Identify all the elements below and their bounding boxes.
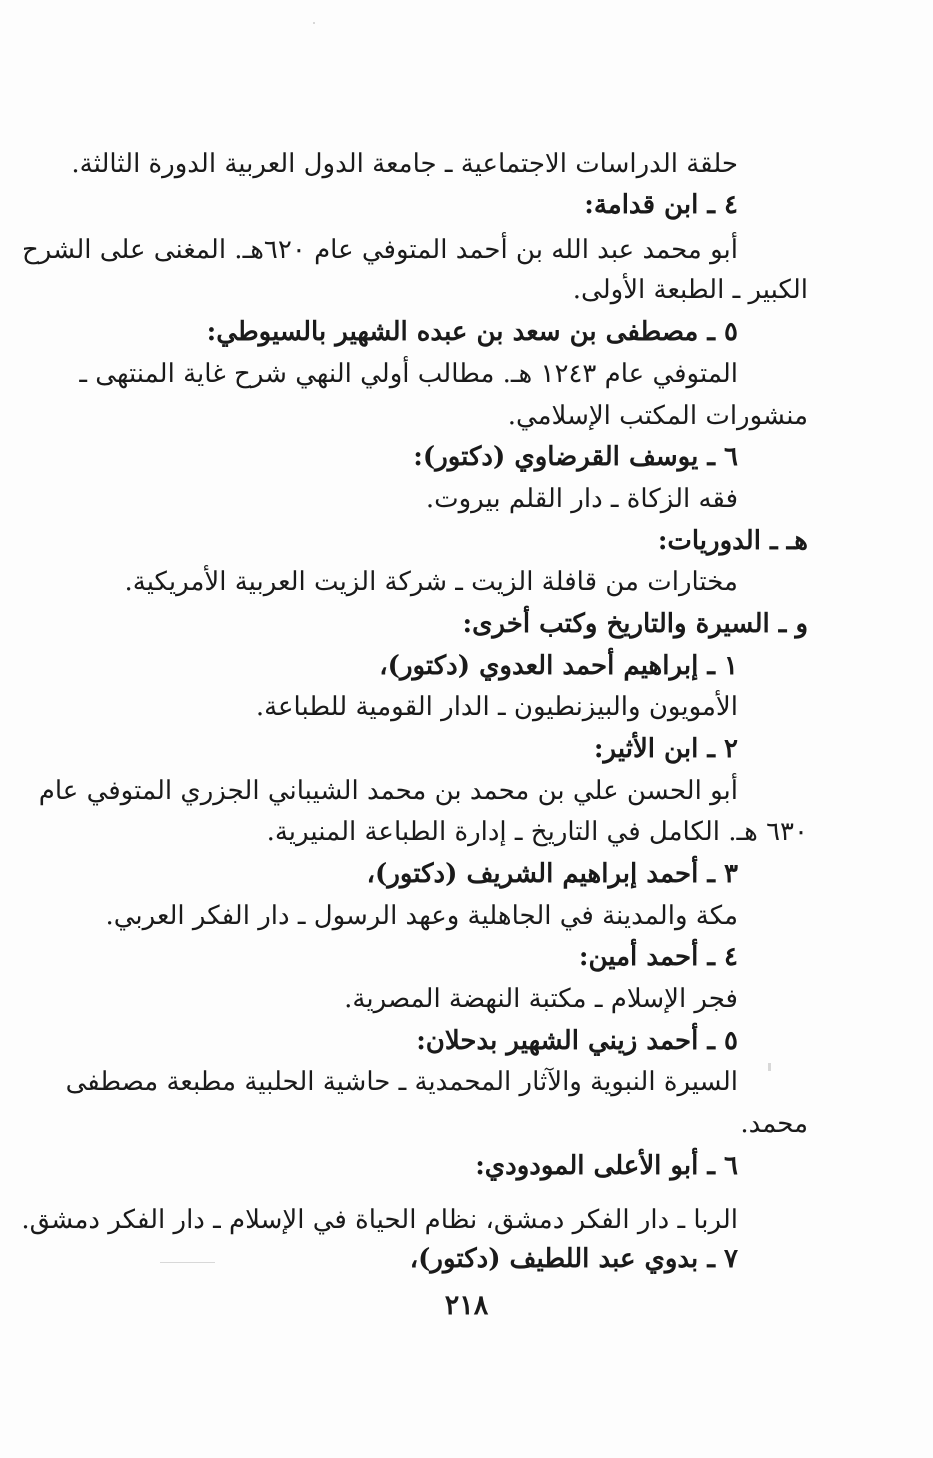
section-heading-biography-history: و ـ السيرة والتاريخ وكتب أخرى: — [462, 609, 808, 639]
text-line-mawdudi: الربا ـ دار الفكر دمشق، نظام الحياة في الإسلام ـ دار الفكر دمشق. — [21, 1205, 738, 1235]
text-line-study-circle: حلقة الدراسات الاجتماعية ـ جامعة الدول العربية الدورة الثالثة. — [71, 149, 738, 179]
entry-heading-badawi: ٧ ـ بدوي عبد اللطيف (دكتور)، — [409, 1244, 738, 1274]
entry-heading-dahlan: ٥ ـ أحمد زيني الشهير بدحلان: — [416, 1026, 738, 1056]
text-line-suyuti-2: منشورات المكتب الإسلامي. — [507, 401, 808, 431]
entry-heading-suyuti: ٥ ـ مصطفى بن سعد بن عبده الشهير بالسيوطي: — [206, 317, 738, 347]
text-line-adawi: الأمويون والبيزنطيون ـ الدار القومية للطباعة. — [255, 692, 738, 722]
text-line-ibn-al-athir-1: أبو الحسن علي بن محمد بن محمد الشيباني الجزري المتوفي عام — [38, 776, 738, 806]
scan-speck — [160, 1262, 215, 1263]
page-number: ٢١٨ — [444, 1290, 489, 1321]
entry-heading-ibn-qudama: ٤ ـ ابن قدامة: — [584, 190, 738, 220]
text-line-ibn-al-athir-2: ٦٣٠ هـ. الكامل في التاريخ ـ إدارة الطباعة المنيرية. — [266, 817, 808, 847]
text-line-qaradawi: فقه الزكاة ـ دار القلم بيروت. — [425, 484, 738, 514]
text-line-dahlan-2: محمد. — [740, 1109, 808, 1139]
entry-heading-adawi: ١ ـ إبراهيم أحمد العدوي (دكتور)، — [379, 651, 738, 681]
text-line-al-sharif: مكة والمدينة في الجاهلية وعهد الرسول ـ دار الفكر العربي. — [105, 901, 738, 931]
text-line-ahmad-amin: فجر الإسلام ـ مكتبة النهضة المصرية. — [344, 984, 738, 1014]
text-line-ibn-qudama-1: أبو محمد عبد الله بن أحمد المتوفي عام ٦٢٠هـ. المغنى على الشرح — [22, 235, 738, 265]
text-line-ibn-qudama-2: الكبير ـ الطبعة الأولى. — [572, 275, 808, 305]
entry-heading-al-sharif: ٣ ـ أحمد إبراهيم الشريف (دكتور)، — [366, 859, 738, 889]
entry-heading-mawdudi: ٦ ـ أبو الأعلى المودودي: — [475, 1151, 738, 1181]
section-heading-periodicals: هـ ـ الدوريات: — [657, 526, 808, 556]
text-line-dahlan-1: السيرة النبوية والآثار المحمدية ـ حاشية الحلبية مطبعة مصطفى — [65, 1067, 738, 1097]
entry-heading-ahmad-amin: ٤ ـ أحمد أمين: — [578, 942, 738, 972]
text-line-suyuti-1: المتوفي عام ١٢٤٣ هـ. مطالب أولي النهي شرح غاية المنتهى ـ — [79, 359, 738, 389]
text-line-periodicals: مختارات من قافلة الزيت ـ شركة الزيت العربية الأمريكية. — [124, 567, 738, 597]
entry-heading-ibn-al-athir: ٢ ـ ابن الأثير: — [593, 734, 738, 764]
scan-speck — [768, 1063, 771, 1071]
entry-heading-qaradawi: ٦ ـ يوسف القرضاوي (دكتور): — [413, 442, 738, 472]
scan-speck — [313, 22, 315, 24]
